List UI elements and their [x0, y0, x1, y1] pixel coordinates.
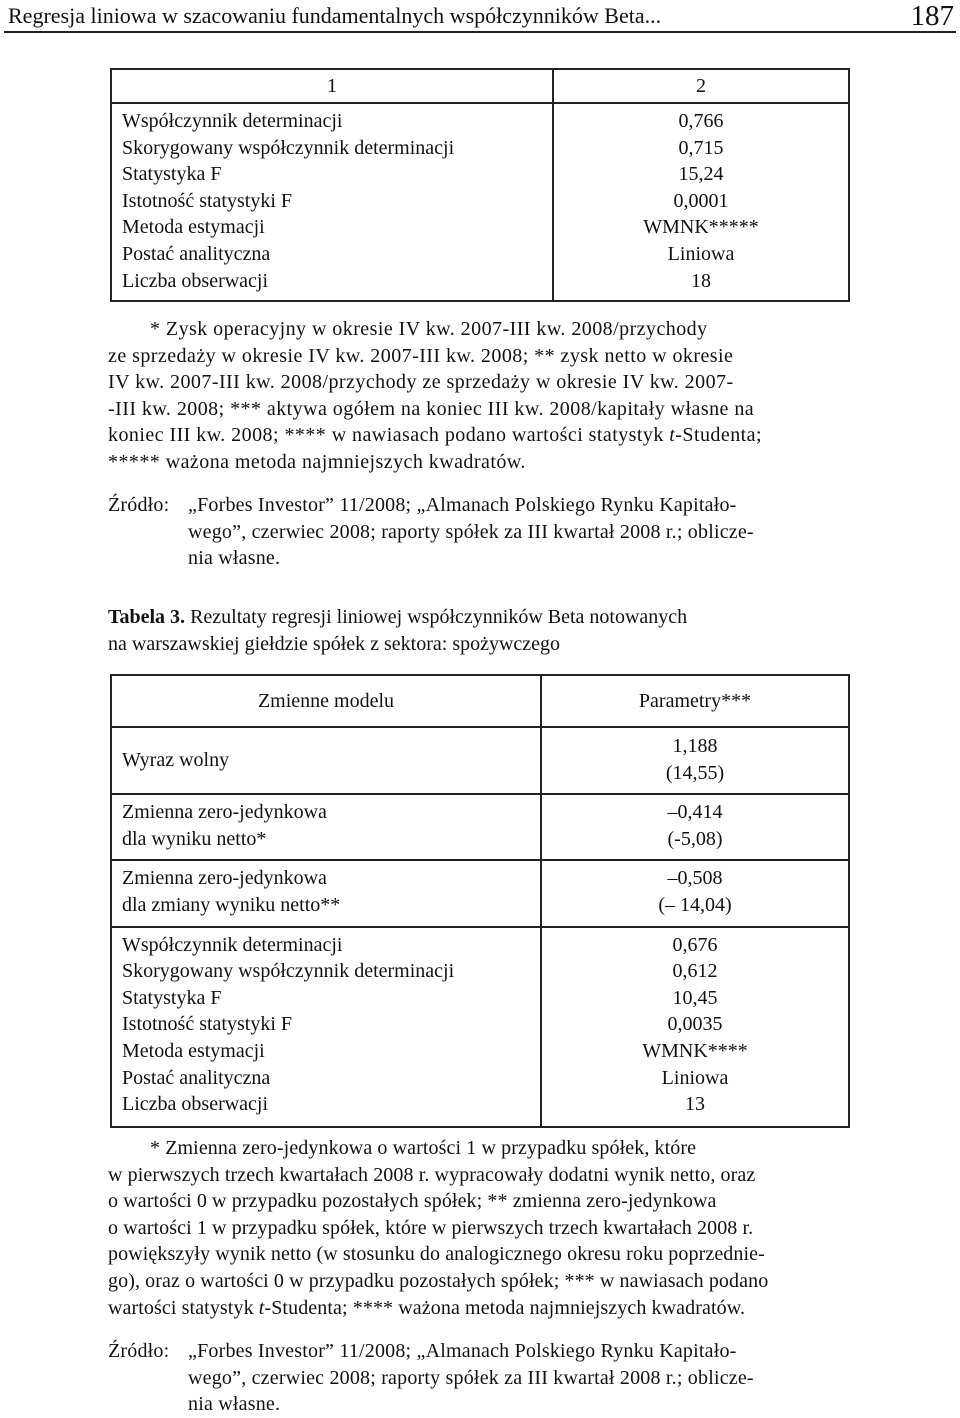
stat-value: 15,24 — [678, 163, 724, 186]
source-note — [108, 1338, 846, 1418]
footnote-line: ze sprzedaży w okresie IV kw. 2007-III kw. 2008; ** zysk netto w okresie — [108, 344, 734, 367]
table-footnotes — [108, 1135, 846, 1321]
column-header-1: 1 — [111, 69, 553, 103]
table-stats-row — [111, 103, 849, 301]
stat-label: Statystyka F — [122, 986, 222, 1009]
stats-labels-cell — [111, 927, 541, 1127]
footnote-text: wartości statystyk — [108, 1296, 259, 1319]
stat-label: Metoda estymacji — [122, 216, 265, 239]
caption-text: Rezultaty regresji liniowej współczynników Beta notowanych — [185, 606, 688, 628]
stat-value: Liniowa — [661, 1066, 729, 1089]
stat-value: 18 — [691, 269, 711, 292]
page-number: 187 — [910, 0, 954, 32]
table-row-dummy-2 — [111, 860, 849, 926]
table-row-intercept — [111, 727, 849, 794]
source-note — [108, 492, 846, 572]
regression-table-3 — [110, 674, 850, 1128]
footnote-line: -III kw. 2008; *** aktywa ogółem na koniec III kw. 2008/kapitały własne na — [108, 397, 755, 420]
table-caption — [108, 604, 868, 658]
column-header-variables: Zmienne modelu — [111, 675, 541, 727]
stat-label: Współczynnik determinacji — [122, 933, 343, 956]
running-header — [4, 0, 956, 33]
parameter-value: –0,414 — [667, 801, 723, 824]
variable-label: Zmienna zero-jedynkowa — [122, 801, 327, 824]
stat-label: Istotność statystyki F — [122, 1013, 293, 1036]
stats-values-cell — [541, 927, 849, 1127]
stat-label: Metoda estymacji — [122, 1039, 265, 1062]
running-title: Regresja liniowa w szacowaniu fundamentalnych współczynników Beta... — [8, 3, 662, 28]
footnote-text: -Studenta; **** ważona metoda najmniejszych kwadratów. — [264, 1296, 746, 1319]
stat-value: WMNK***** — [643, 216, 759, 239]
footnote-line: o wartości 0 w przypadku pozostałych spółek; ** zmienna zero-jedynkowa — [108, 1190, 717, 1213]
table-header-row — [111, 675, 849, 727]
stat-value: WMNK**** — [642, 1039, 748, 1062]
source-text: „Forbes Investor” 11/2008; „Almanach Polskiego Rynku Kapitało- wego”, czerwiec 2008; raporty spółek za III kwartał 2008 r.; oblicze- nia własne. — [188, 1340, 754, 1416]
stat-value: 0,766 — [678, 110, 724, 132]
stats-values-cell — [553, 103, 849, 301]
stat-label: Współczynnik determinacji — [122, 110, 343, 132]
footnote-line: go), oraz o wartości 0 w przypadku pozostałych spółek; *** w nawiasach podano — [108, 1269, 769, 1292]
variable-label: dla wyniku netto* — [122, 827, 267, 850]
footnote-line: powiększyły wynik netto (w stosunku do analogicznego okresu roku poprzednie- — [108, 1243, 765, 1266]
source-text: „Forbes Investor” 11/2008; „Almanach Polskiego Rynku Kapitało- wego”, czerwiec 2008; raporty spółek za III kwartał 2008 r.; oblicze- nia własne. — [188, 494, 754, 570]
column-header-parameters: Parametry*** — [541, 675, 849, 727]
footnote-italic: t — [669, 424, 676, 447]
stat-value: 0,0035 — [667, 1013, 723, 1036]
stat-label: Statystyka F — [122, 163, 222, 186]
footnote-italic: t — [258, 1296, 265, 1319]
stat-label: Skorygowany współczynnik determinacji — [122, 960, 455, 983]
regression-table-continued — [110, 68, 850, 302]
footnote-line: * Zmienna zero-jedynkowa o wartości 1 w przypadku spółek, które — [150, 1137, 697, 1159]
stat-value: 10,45 — [672, 986, 718, 1009]
footnote-line: o wartości 1 w przypadku spółek, które w pierwszych trzech kwartałach 2008 r. — [108, 1216, 754, 1239]
footnote-text: koniec III kw. 2008; **** w nawiasach podano wartości statystyk — [108, 424, 670, 447]
stat-value: Liniowa — [667, 242, 735, 265]
variable-label: dla zmiany wyniku netto** — [122, 893, 341, 916]
table-row-dummy-1 — [111, 794, 849, 860]
stat-label: Istotność statystyki F — [122, 189, 293, 212]
stat-label: Skorygowany współczynnik determinacji — [122, 136, 455, 159]
caption-text: na warszawskiej giełdzie spółek z sektora: spożywczego — [108, 633, 561, 655]
footnote-line: w pierwszych trzech kwartałach 2008 r. wypracowały dodatni wynik netto, oraz — [108, 1163, 756, 1186]
stat-value: 0,676 — [672, 933, 718, 956]
footnote-text: -Studenta; — [675, 424, 763, 447]
stat-value: 0,715 — [678, 136, 724, 159]
stat-value: 0,612 — [672, 960, 718, 983]
table-header-row — [111, 69, 849, 103]
t-statistic: (– 14,04) — [658, 893, 732, 916]
parameter-value: 1,188 — [672, 735, 718, 757]
stats-labels-cell — [111, 103, 553, 301]
t-statistic: (-5,08) — [667, 827, 723, 850]
stat-label: Liczba obserwacji — [122, 269, 269, 292]
table-stats-row — [111, 927, 849, 1127]
stat-value: 13 — [685, 1093, 705, 1116]
source-label: Źródło: — [108, 494, 170, 516]
variable-label: Zmienna zero-jedynkowa — [122, 867, 327, 890]
stat-label: Postać analityczna — [122, 1066, 271, 1089]
footnote-line: IV kw. 2007-III kw. 2008/przychody ze sprzedaży w okresie IV kw. 2007- — [108, 371, 734, 394]
footnote-line: ***** ważona metoda najmniejszych kwadratów. — [108, 450, 526, 473]
stat-label: Postać analityczna — [122, 242, 271, 265]
stat-label: Liczba obserwacji — [122, 1093, 269, 1116]
t-statistic: (14,55) — [665, 761, 725, 784]
footnote-line: * Zysk operacyjny w okresie IV kw. 2007-III kw. 2008/przychody — [150, 318, 708, 340]
caption-label: Tabela 3. — [108, 606, 186, 628]
parameter-value: –0,508 — [667, 867, 723, 890]
column-header-2: 2 — [553, 69, 849, 103]
stat-value: 0,0001 — [673, 189, 729, 212]
table-footnotes — [108, 316, 846, 476]
variable-label: Wyraz wolny — [122, 749, 230, 771]
source-label: Źródło: — [108, 1340, 170, 1362]
